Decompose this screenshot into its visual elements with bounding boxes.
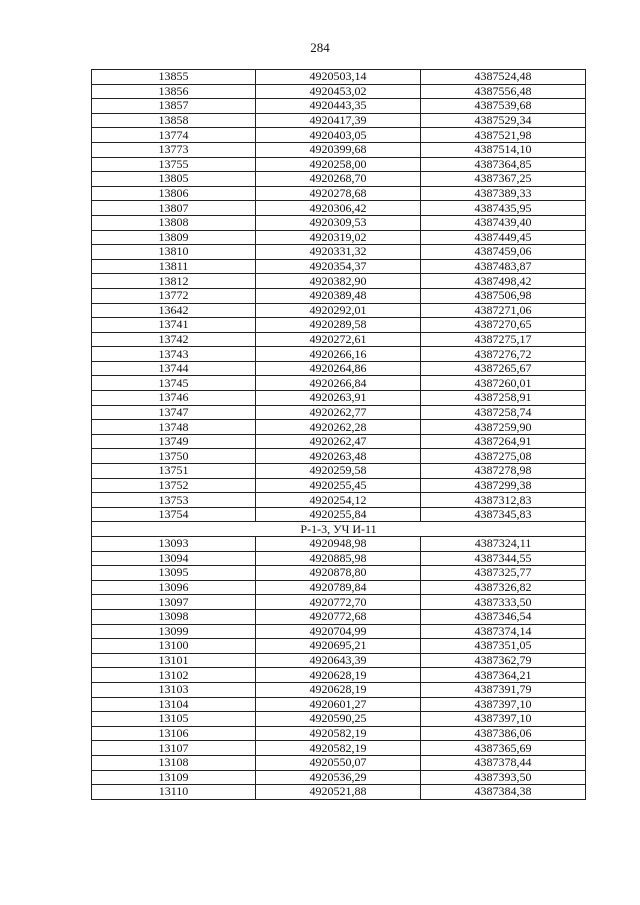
y-coordinate-cell: 4387258,74 — [421, 405, 586, 420]
x-coordinate-cell: 4920601,27 — [256, 697, 421, 712]
table-row — [92, 391, 586, 406]
point-number-cell: 13755 — [92, 157, 256, 172]
table-row — [92, 566, 586, 581]
table-row — [92, 142, 586, 157]
x-coordinate-cell: 4920319,02 — [256, 230, 421, 245]
page-number: 284 — [310, 40, 330, 55]
y-coordinate-cell: 4387362,79 — [421, 653, 586, 668]
table-row — [92, 770, 586, 785]
x-coordinate-cell: 4920266,16 — [256, 347, 421, 362]
x-coordinate-cell: 4920272,61 — [256, 332, 421, 347]
table-row — [92, 332, 586, 347]
x-coordinate-cell: 4920582,19 — [256, 726, 421, 741]
y-coordinate-cell: 4387270,65 — [421, 318, 586, 333]
y-coordinate-cell: 4387344,55 — [421, 551, 586, 566]
x-coordinate-cell: 4920268,70 — [256, 172, 421, 187]
point-number-cell: 13810 — [92, 245, 256, 260]
y-coordinate-cell: 4387265,67 — [421, 361, 586, 376]
table-row — [92, 318, 586, 333]
x-coordinate-cell: 4920772,68 — [256, 609, 421, 624]
table-row — [92, 288, 586, 303]
y-coordinate-cell: 4387260,01 — [421, 376, 586, 391]
y-coordinate-cell: 4387259,90 — [421, 420, 586, 435]
table-row — [92, 113, 586, 128]
point-number-cell: 13104 — [92, 697, 256, 712]
point-number-cell: 13805 — [92, 172, 256, 187]
x-coordinate-cell: 4920453,02 — [256, 84, 421, 99]
y-coordinate-cell: 4387529,34 — [421, 113, 586, 128]
y-coordinate-cell: 4387439,40 — [421, 215, 586, 230]
x-coordinate-cell: 4920254,12 — [256, 493, 421, 508]
table-row — [92, 259, 586, 274]
point-number-cell: 13107 — [92, 741, 256, 756]
point-number-cell: 13106 — [92, 726, 256, 741]
x-coordinate-cell: 4920590,25 — [256, 712, 421, 727]
x-coordinate-cell: 4920331,32 — [256, 245, 421, 260]
point-number-cell: 13747 — [92, 405, 256, 420]
point-number-cell: 13097 — [92, 595, 256, 610]
point-number-cell: 13093 — [92, 537, 256, 552]
point-number-cell: 13811 — [92, 259, 256, 274]
y-coordinate-cell: 4387364,85 — [421, 157, 586, 172]
x-coordinate-cell: 4920262,47 — [256, 434, 421, 449]
x-coordinate-cell: 4920878,80 — [256, 566, 421, 581]
table-row — [92, 434, 586, 449]
y-coordinate-cell: 4387539,68 — [421, 99, 586, 114]
x-coordinate-cell: 4920628,19 — [256, 682, 421, 697]
x-coordinate-cell: 4920789,84 — [256, 580, 421, 595]
table-row — [92, 230, 586, 245]
y-coordinate-cell: 4387276,72 — [421, 347, 586, 362]
table-row — [92, 609, 586, 624]
table-row — [92, 449, 586, 464]
y-coordinate-cell: 4387389,33 — [421, 186, 586, 201]
table-row — [92, 580, 586, 595]
point-number-cell: 13773 — [92, 142, 256, 157]
y-coordinate-cell: 4387367,25 — [421, 172, 586, 187]
table-row — [92, 639, 586, 654]
table-row — [92, 303, 586, 318]
y-coordinate-cell: 4387299,38 — [421, 478, 586, 493]
x-coordinate-cell: 4920948,98 — [256, 537, 421, 552]
y-coordinate-cell: 4387351,05 — [421, 639, 586, 654]
x-coordinate-cell: 4920255,45 — [256, 478, 421, 493]
point-number-cell: 13772 — [92, 288, 256, 303]
x-coordinate-cell: 4920292,01 — [256, 303, 421, 318]
y-coordinate-cell: 4387556,48 — [421, 84, 586, 99]
y-coordinate-cell: 4387325,77 — [421, 566, 586, 581]
point-number-cell: 13812 — [92, 274, 256, 289]
y-coordinate-cell: 4387333,50 — [421, 595, 586, 610]
point-number-cell: 13099 — [92, 624, 256, 639]
y-coordinate-cell: 4387345,83 — [421, 507, 586, 522]
x-coordinate-cell: 4920262,77 — [256, 405, 421, 420]
point-number-cell: 13748 — [92, 420, 256, 435]
y-coordinate-cell: 4387258,91 — [421, 391, 586, 406]
y-coordinate-cell: 4387346,54 — [421, 609, 586, 624]
y-coordinate-cell: 4387393,50 — [421, 770, 586, 785]
x-coordinate-cell: 4920643,39 — [256, 653, 421, 668]
x-coordinate-cell: 4920399,68 — [256, 142, 421, 157]
y-coordinate-cell: 4387521,98 — [421, 128, 586, 143]
x-coordinate-cell: 4920403,05 — [256, 128, 421, 143]
x-coordinate-cell: 4920255,84 — [256, 507, 421, 522]
point-number-cell: 13743 — [92, 347, 256, 362]
x-coordinate-cell: 4920772,70 — [256, 595, 421, 610]
point-number-cell: 13807 — [92, 201, 256, 216]
table-row — [92, 245, 586, 260]
point-number-cell: 13858 — [92, 113, 256, 128]
point-number-cell: 13857 — [92, 99, 256, 114]
y-coordinate-cell: 4387275,08 — [421, 449, 586, 464]
table-row — [92, 84, 586, 99]
y-coordinate-cell: 4387384,38 — [421, 785, 586, 800]
point-number-cell: 13741 — [92, 318, 256, 333]
y-coordinate-cell: 4387324,11 — [421, 537, 586, 552]
y-coordinate-cell: 4387312,83 — [421, 493, 586, 508]
point-number-cell: 13753 — [92, 493, 256, 508]
point-number-cell: 13102 — [92, 668, 256, 683]
y-coordinate-cell: 4387435,95 — [421, 201, 586, 216]
point-number-cell: 13745 — [92, 376, 256, 391]
table-row — [92, 172, 586, 187]
x-coordinate-cell: 4920382,90 — [256, 274, 421, 289]
point-number-cell: 13809 — [92, 230, 256, 245]
point-number-cell: 13642 — [92, 303, 256, 318]
point-number-cell: 13806 — [92, 186, 256, 201]
x-coordinate-cell: 4920266,84 — [256, 376, 421, 391]
point-number-cell: 13103 — [92, 682, 256, 697]
point-number-cell: 13751 — [92, 464, 256, 479]
y-coordinate-cell: 4387514,10 — [421, 142, 586, 157]
y-coordinate-cell: 4387374,14 — [421, 624, 586, 639]
y-coordinate-cell: 4387449,45 — [421, 230, 586, 245]
y-coordinate-cell: 4387506,98 — [421, 288, 586, 303]
x-coordinate-cell: 4920264,86 — [256, 361, 421, 376]
x-coordinate-cell: 4920443,35 — [256, 99, 421, 114]
point-number-cell: 13749 — [92, 434, 256, 449]
x-coordinate-cell: 4920704,99 — [256, 624, 421, 639]
point-number-cell: 13855 — [92, 70, 256, 85]
y-coordinate-cell: 4387397,10 — [421, 712, 586, 727]
table-row — [92, 464, 586, 479]
x-coordinate-cell: 4920309,53 — [256, 215, 421, 230]
table-row — [92, 201, 586, 216]
table-row — [92, 493, 586, 508]
point-number-cell: 13746 — [92, 391, 256, 406]
point-number-cell: 13754 — [92, 507, 256, 522]
y-coordinate-cell: 4387498,42 — [421, 274, 586, 289]
section-label: Р-1-3, УЧ И-11 — [92, 522, 586, 537]
section-header-row — [92, 522, 586, 537]
x-coordinate-cell: 4920354,37 — [256, 259, 421, 274]
table-row — [92, 99, 586, 114]
point-number-cell: 13109 — [92, 770, 256, 785]
y-coordinate-cell: 4387391,79 — [421, 682, 586, 697]
table-row — [92, 537, 586, 552]
x-coordinate-cell: 4920521,88 — [256, 785, 421, 800]
x-coordinate-cell: 4920582,19 — [256, 741, 421, 756]
table-row — [92, 712, 586, 727]
table-row — [92, 157, 586, 172]
x-coordinate-cell: 4920417,39 — [256, 113, 421, 128]
table-row — [92, 741, 586, 756]
table-row — [92, 785, 586, 800]
table-row — [92, 726, 586, 741]
table-row — [92, 361, 586, 376]
table-row — [92, 653, 586, 668]
x-coordinate-cell: 4920885,98 — [256, 551, 421, 566]
table-row — [92, 551, 586, 566]
table-row — [92, 376, 586, 391]
x-coordinate-cell: 4920289,58 — [256, 318, 421, 333]
point-number-cell: 13101 — [92, 653, 256, 668]
point-number-cell: 13752 — [92, 478, 256, 493]
y-coordinate-cell: 4387386,06 — [421, 726, 586, 741]
table-row — [92, 347, 586, 362]
y-coordinate-cell: 4387271,06 — [421, 303, 586, 318]
point-number-cell: 13105 — [92, 712, 256, 727]
table-row — [92, 668, 586, 683]
x-coordinate-cell: 4920259,58 — [256, 464, 421, 479]
y-coordinate-cell: 4387524,48 — [421, 70, 586, 85]
point-number-cell: 13744 — [92, 361, 256, 376]
x-coordinate-cell: 4920258,00 — [256, 157, 421, 172]
point-number-cell: 13098 — [92, 609, 256, 624]
point-number-cell: 13808 — [92, 215, 256, 230]
y-coordinate-cell: 4387364,21 — [421, 668, 586, 683]
x-coordinate-cell: 4920306,42 — [256, 201, 421, 216]
table-row — [92, 595, 586, 610]
table-row — [92, 215, 586, 230]
x-coordinate-cell: 4920262,28 — [256, 420, 421, 435]
point-number-cell: 13742 — [92, 332, 256, 347]
table-row — [92, 70, 586, 85]
y-coordinate-cell: 4387275,17 — [421, 332, 586, 347]
table-row — [92, 755, 586, 770]
x-coordinate-cell: 4920695,21 — [256, 639, 421, 654]
x-coordinate-cell: 4920263,91 — [256, 391, 421, 406]
table-row — [92, 682, 586, 697]
point-number-cell: 13108 — [92, 755, 256, 770]
x-coordinate-cell: 4920628,19 — [256, 668, 421, 683]
y-coordinate-cell: 4387378,44 — [421, 755, 586, 770]
point-number-cell: 13750 — [92, 449, 256, 464]
point-number-cell: 13110 — [92, 785, 256, 800]
point-number-cell: 13095 — [92, 566, 256, 581]
y-coordinate-cell: 4387459,06 — [421, 245, 586, 260]
table-row — [92, 405, 586, 420]
y-coordinate-cell: 4387397,10 — [421, 697, 586, 712]
y-coordinate-cell: 4387278,98 — [421, 464, 586, 479]
point-number-cell: 13856 — [92, 84, 256, 99]
table-row — [92, 420, 586, 435]
y-coordinate-cell: 4387483,87 — [421, 259, 586, 274]
table-row — [92, 697, 586, 712]
table-row — [92, 186, 586, 201]
point-number-cell: 13094 — [92, 551, 256, 566]
table-row — [92, 274, 586, 289]
point-number-cell: 13100 — [92, 639, 256, 654]
x-coordinate-cell: 4920389,48 — [256, 288, 421, 303]
x-coordinate-cell: 4920503,14 — [256, 70, 421, 85]
table-row — [92, 128, 586, 143]
y-coordinate-cell: 4387365,69 — [421, 741, 586, 756]
table-row — [92, 507, 586, 522]
y-coordinate-cell: 4387326,82 — [421, 580, 586, 595]
point-number-cell: 13774 — [92, 128, 256, 143]
x-coordinate-cell: 4920550,07 — [256, 755, 421, 770]
x-coordinate-cell: 4920536,29 — [256, 770, 421, 785]
point-number-cell: 13096 — [92, 580, 256, 595]
coordinates-table — [91, 69, 586, 800]
coordinates-table-body — [92, 70, 586, 800]
x-coordinate-cell: 4920263,48 — [256, 449, 421, 464]
x-coordinate-cell: 4920278,68 — [256, 186, 421, 201]
table-row — [92, 478, 586, 493]
y-coordinate-cell: 4387264,91 — [421, 434, 586, 449]
table-row — [92, 624, 586, 639]
